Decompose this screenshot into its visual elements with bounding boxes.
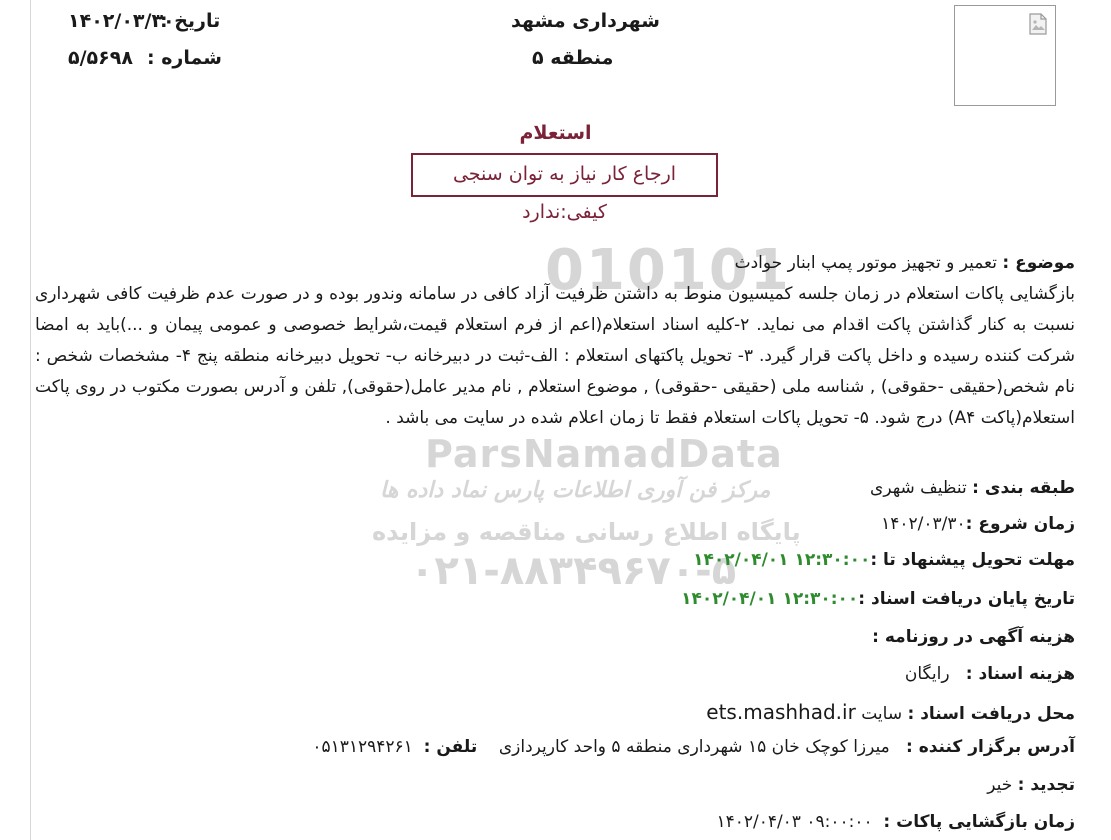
page-title: استعلام: [519, 122, 592, 144]
doc-deadline-label: تاریخ پایان دریافت اسناد :: [858, 589, 1075, 609]
subject-value: تعمیر و تجهیز موتور پمپ ابنار حوادث: [734, 253, 997, 273]
renewal-row: [987, 775, 1075, 795]
organizer-value: میرزا کوچک خان ۱۵ شهرداری منطقه ۵ واحد کارپردازی: [498, 737, 890, 757]
offer-deadline-value: ۱۴۰۲/۰۴/۰۱ ۱۲:۳۰:۰۰: [693, 550, 871, 570]
doc-cost-label: هزینه اسناد :: [965, 664, 1075, 684]
org-name: شهرداری مشهد: [511, 10, 660, 32]
date-value: ۱۴۰۲/۰۳/۳۰: [68, 10, 175, 32]
date-label: تاریخ :: [160, 10, 221, 32]
district-name: منطقه ۵: [532, 47, 614, 69]
doc-place-row: [706, 700, 1075, 724]
renewal-label: تجدید :: [1017, 775, 1075, 795]
category-label: طبقه بندی :: [972, 478, 1075, 498]
renewal-value: خیر: [987, 775, 1013, 795]
newspaper-cost-label: هزینه آگهی در روزنامه :: [872, 627, 1075, 647]
organizer-row: [312, 737, 1075, 757]
category-row: [870, 478, 1075, 498]
number-label: شماره :: [147, 47, 222, 69]
body-text: بازگشایی پاکات استعلام در زمان جلسه کمیسیون منوط به داشتن ظرفیت آزاد کافی در سامانه وندور بوده و در صورت عدم ظرفیت کافی شهرداری نسبت به کنار گذاشتن پاکت اقدام می نماید. ۲-کلیه اسناد استعلام(اعم از فرم استعلام قیمت،شرایط خصوصی و عمومی پیمان و ...)باید به امضا شرکت کننده رسیده و داخل پاکت قرار گیرد. ۳- تحویل پاکتهای استعلام : الف-ثبت در دبیرخانه ب- تحویل دبیرخانه منطقه پنج ۴- مشخصات شخص : نام شخص(حقیقی -حقوقی) , شناسه ملی (حقیقی -حقوقی) , موضوع استعلام , نام مدیر عامل(حقوقی), تلفن و آدرس بصورت مکتوب در روی پاکت استعلام(پاکت A۴) درج شود. ۵- تحویل پاکات استعلام فقط تا زمان اعلام شده در سایت می باشد .: [35, 284, 1076, 428]
watermark-brand: ParsNamadData: [425, 432, 783, 476]
broken-image-icon: [1028, 13, 1048, 35]
opening-label: زمان بازگشایی پاکات :: [883, 812, 1075, 832]
number-value: ۵/۵۶۹۸: [68, 47, 133, 69]
logo-placeholder: [954, 5, 1056, 106]
offer-deadline-label: مهلت تحویل پیشنهاد تا :: [870, 550, 1075, 570]
opening-value: ۱۴۰۲/۰۴/۰۳ ۰۹:۰۰:۰۰: [716, 812, 873, 832]
doc-place-label: محل دریافت اسناد :: [907, 704, 1075, 724]
newspaper-cost-row: [872, 627, 1075, 647]
organizer-label: آدرس برگزار کننده :: [905, 737, 1075, 757]
category-value: تنظیف شهری: [870, 478, 967, 498]
watermark-digits: 010101: [545, 238, 791, 303]
watermark-line2: پایگاه اطلاع رسانی مناقصه و مزایده: [372, 518, 801, 546]
watermark-phone: ۰۲۱-۸۸۳۴۹۶۷۰-۵: [410, 548, 737, 594]
start-row: [881, 514, 1075, 534]
start-value: ۱۴۰۲/۰۳/۳۰: [881, 514, 966, 534]
start-label: زمان شروع :: [965, 514, 1075, 534]
doc-place-prefix: سایت: [861, 704, 903, 724]
body-paragraph: [35, 248, 1075, 434]
doc-place-site[interactable]: ets.mashhad.ir: [706, 700, 856, 724]
doc-cost-value: رایگان: [904, 664, 950, 684]
subject-label: موضوع :: [1002, 253, 1075, 273]
offer-deadline-row: [693, 550, 1075, 570]
doc-deadline-value: ۱۴۰۲/۰۴/۰۱ ۱۲:۳۰:۰۰: [681, 589, 859, 609]
opening-row: [716, 812, 1075, 832]
phone-label: تلفن :: [423, 737, 478, 757]
phone-value: ۰۵۱۳۱۲۹۴۲۶۱: [312, 737, 413, 757]
doc-cost-row: [905, 664, 1075, 684]
doc-deadline-row: [681, 589, 1075, 609]
quality-assessment-note: ارجاع کار نیاز به توان سنجی کیفی:ندارد: [411, 153, 718, 197]
watermark-line1: مرکز فن آوری اطلاعات پارس نماد داده ها: [380, 478, 771, 503]
